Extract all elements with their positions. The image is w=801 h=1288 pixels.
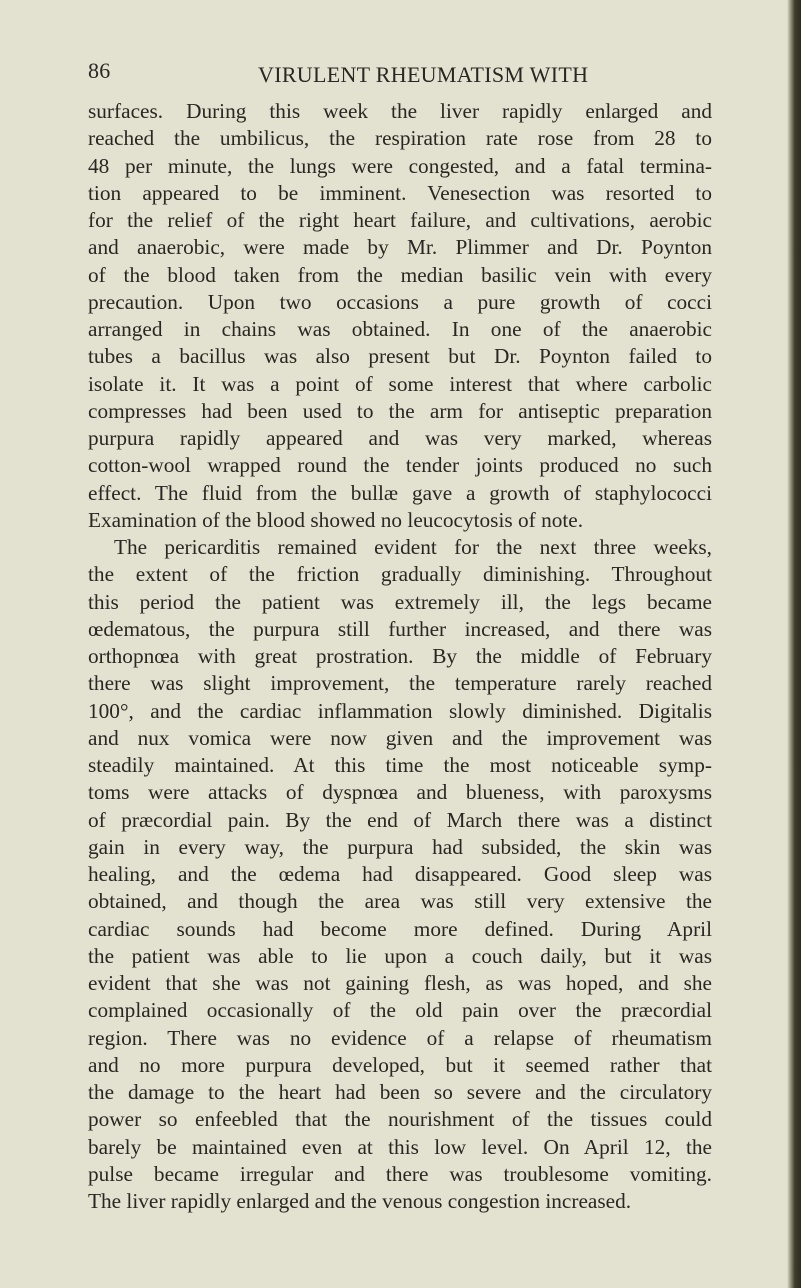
- running-title: VIRULENT RHEUMATISM WITH: [258, 62, 589, 87]
- text-line: 48 per minute, the lungs were congested, and a fatal termina-: [88, 153, 712, 178]
- text-line: compresses had been used to the arm for antiseptic preparation: [88, 398, 712, 423]
- text-line: œdematous, the purpura still further increased, and there was: [88, 616, 712, 641]
- text-line: effect. The fluid from the bullæ gave a growth of staphylococci: [88, 480, 712, 505]
- text-line: toms were attacks of dyspnœa and blueness, with paroxysms: [88, 780, 712, 805]
- text-line: 100°, and the cardiac inflammation slowly diminished. Digitalis: [88, 698, 712, 723]
- text-line: region. There was no evidence of a relapse of rheumatism: [88, 1025, 712, 1050]
- page-edge-shadow: [787, 0, 801, 1288]
- text-line: and no more purpura developed, but it seemed rather that: [88, 1052, 712, 1077]
- text-line: the damage to the heart had been so severe and the circulatory: [88, 1080, 712, 1104]
- text-line: the extent of the friction gradually diminishing. Throughout: [88, 562, 712, 587]
- text-line: precaution. Upon two occasions a pure growth of cocci: [88, 289, 712, 314]
- text-line: and anaerobic, were made by Mr. Plimmer and Dr. Poynton: [88, 235, 712, 260]
- text-line: power so enfeebled that the nourishment of the tissues could: [88, 1107, 712, 1132]
- text-line: pulse became irregular and there was troublesome vomiting.: [88, 1161, 712, 1186]
- text-line: this period the patient was extremely ill, the legs became: [88, 589, 712, 614]
- text-line: isolate it. It was a point of some interest that where carbolic: [88, 371, 712, 396]
- text-line: Examination of the blood showed no leucocytosis of note.: [88, 507, 584, 532]
- text-line: cardiac sounds had become more defined. During April: [88, 916, 712, 941]
- text-line: there was slight improvement, the temperature rarely reached: [88, 671, 712, 696]
- text-line: reached the umbilicus, the respiration rate rose from 28 to: [88, 126, 712, 151]
- text-line: tubes a bacillus was also present but Dr. Poynton failed to: [88, 344, 712, 369]
- body-text: [88, 98, 712, 1215]
- text-line: The liver rapidly enlarged and the venous congestion increased.: [88, 1189, 632, 1213]
- text-line: cotton-wool wrapped round the tender joints produced no such: [88, 453, 712, 478]
- text-line: evident that she was not gaining flesh, as was hoped, and she: [88, 971, 712, 995]
- text-line: steadily maintained. At this time the most noticeable symp-: [88, 753, 712, 777]
- text-line: and nux vomica were now given and the improvement was: [88, 725, 712, 750]
- text-line: for the relief of the right heart failure, and cultivations, aerobic: [88, 208, 712, 232]
- text-line: barely be maintained even at this low level. On April 12, the: [88, 1134, 712, 1159]
- text-line: of præcordial pain. By the end of March there was a distinct: [88, 807, 712, 832]
- text-line: of the blood taken from the median basilic vein with every: [88, 262, 712, 287]
- text-line: tion appeared to be imminent. Venesection was resorted to: [88, 180, 712, 205]
- text-line: surfaces. During this week the liver rapidly enlarged and: [88, 99, 712, 123]
- page-number: 86: [88, 58, 111, 83]
- text-line: healing, and the œdema had disappeared. Good sleep was: [88, 862, 712, 886]
- text-line: The pericarditis remained evident for the next three weeks,: [114, 535, 712, 559]
- text-line: obtained, and though the area was still very extensive the: [88, 889, 712, 914]
- text-line: gain in every way, the purpura had subsided, the skin was: [88, 834, 712, 859]
- running-head: [88, 58, 708, 88]
- text-line: complained occasionally of the old pain over the præcordial: [88, 998, 712, 1023]
- text-line: purpura rapidly appeared and was very marked, whereas: [88, 426, 712, 450]
- text-line: the patient was able to lie upon a couch daily, but it was: [88, 943, 712, 968]
- text-line: arranged in chains was obtained. In one of the anaerobic: [88, 317, 712, 341]
- text-line: orthopnœa with great prostration. By the middle of February: [88, 644, 712, 668]
